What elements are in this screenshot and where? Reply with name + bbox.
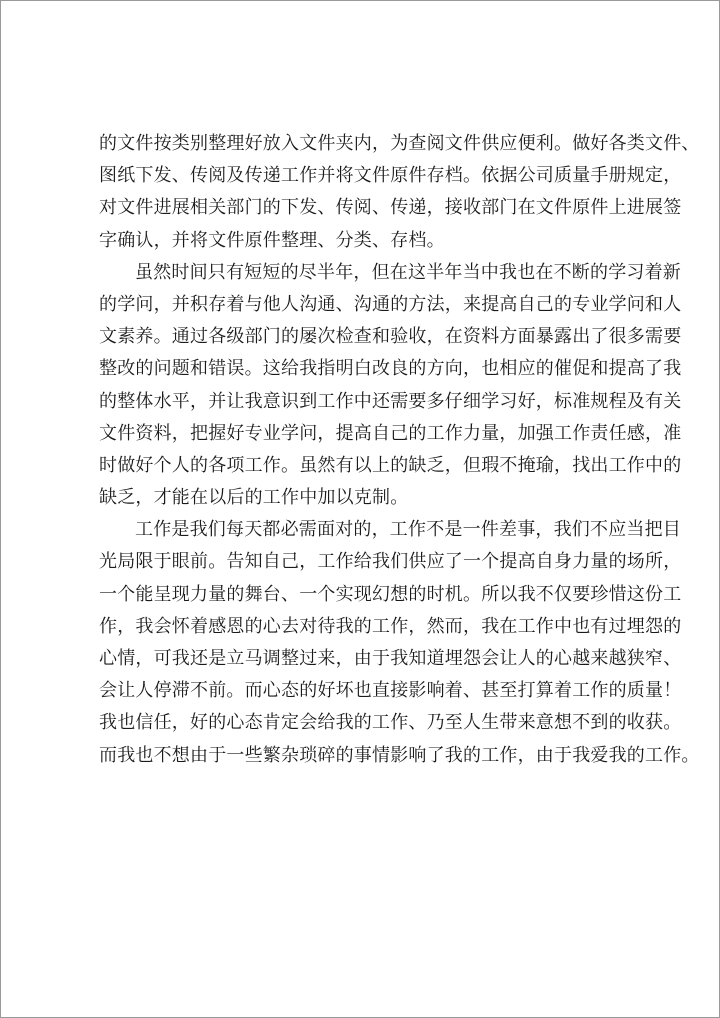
text-line: 图纸下发、传阅及传递工作并将文件原件存档。依据公司质量手册规定，: [99, 165, 682, 187]
text-line: 字确认，并将文件原件整理、分类、存档。: [99, 229, 445, 251]
text-line: 文素养。通过各级部门的屡次检查和验收，在资料方面暴露出了很多需要: [99, 326, 682, 348]
text-line: 的整体水平，并让我意识到工作中还需要多仔细学习好，标准规程及有关: [99, 390, 682, 412]
text-line: 会让人停滞不前。而心态的好坏也直接影响着、甚至打算着工作的质量！: [99, 680, 682, 702]
text-line: 的学问，并积存着与他人沟通、沟通的方法，来提高自己的专业学问和人: [99, 293, 682, 315]
text-line: 的文件按类别整理好放入文件夹内，为查阅文件供应便利。做好各类文件、: [99, 133, 700, 154]
text-line: 虽然时间只有短短的尽半年，但在这半年当中我也在不断的学习着新: [135, 261, 681, 283]
text-line: 一个能呈现力量的舞台、一个实现幻想的时机。所以我不仅要珍惜这份工: [99, 583, 682, 605]
text-line: 心情，可我还是立马调整过来，由于我知道埋怨会让人的心越来越狭窄、: [99, 648, 682, 669]
text-line: 时做好个人的各项工作。虽然有以上的缺乏，但瑕不掩瑜，找出工作中的: [99, 454, 682, 476]
text-line: 文件资料，把握好专业学问，提高自己的工作力量，加强工作责任感，准: [99, 422, 682, 444]
text-line: 光局限于眼前。告知自己，工作给我们供应了一个提高自身力量的场所，: [99, 551, 682, 573]
text-line: 我也信任，好的心态肯定会给我的工作、乃至人生带来意想不到的收获。: [99, 712, 682, 734]
text-line: 缺乏，才能在以后的工作中加以克制。: [99, 487, 409, 509]
paragraph-2: [99, 257, 682, 515]
paragraph-3: [99, 514, 700, 772]
text-line: 工作是我们每天都必需面对的，工作不是一件差事，我们不应当把目: [135, 519, 681, 541]
text-line: 而我也不想由于一些繁杂琐碎的事情影响了我的工作，由于我爱我的工作。: [99, 744, 700, 766]
document-body: [99, 128, 700, 772]
text-line: 作，我会怀着感恩的心去对待我的工作，然而，我在工作中也有过埋怨的: [99, 615, 682, 637]
text-line: 对文件进展相关部门的下发、传阅、传递，接收部门在文件原件上进展签: [99, 197, 682, 219]
paragraph-1: [99, 128, 700, 257]
text-line: 整改的问题和错误。这给我指明白改良的方向，也相应的催促和提高了我: [99, 358, 682, 380]
